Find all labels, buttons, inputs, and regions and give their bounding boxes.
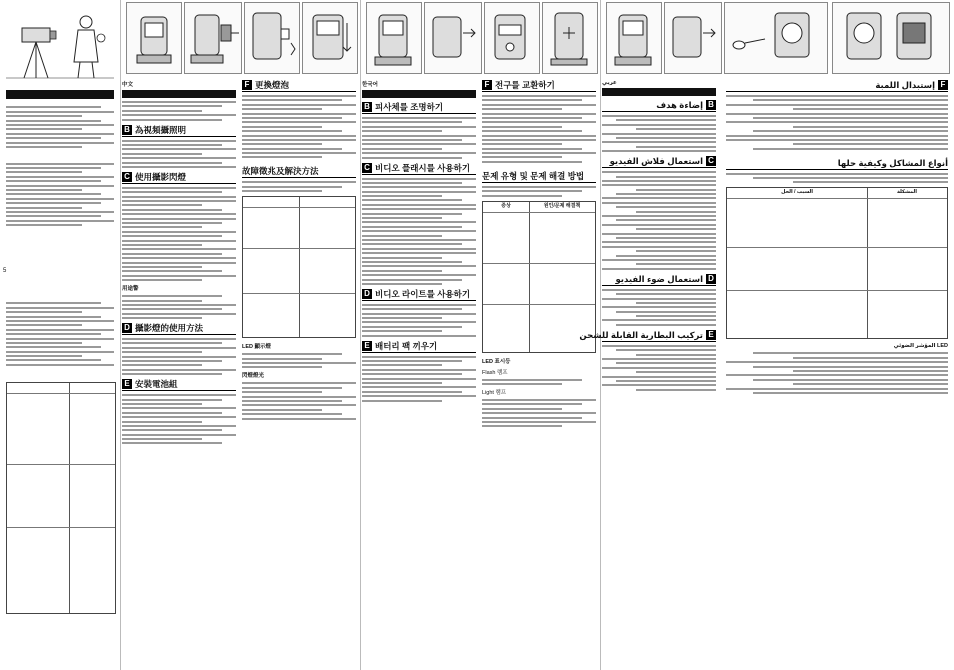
section-title: إستبدال اللمبة xyxy=(875,80,935,90)
flash-unit-illustration-3 xyxy=(244,2,300,74)
left-column-text-2 xyxy=(6,300,114,368)
ko-section-d: D 비디오 라이트를 사용하기 xyxy=(362,289,476,337)
section-title: 更換燈泡 xyxy=(255,80,290,90)
flash-unit-illustration-2 xyxy=(184,2,242,74)
flash-unit-illustration-6 xyxy=(424,2,482,74)
flash-unit-illustration-8 xyxy=(542,2,598,74)
camera-tripod-illustration xyxy=(6,2,114,80)
arabic-panel xyxy=(579,0,952,670)
left-table xyxy=(6,382,116,614)
header-bar xyxy=(122,90,236,98)
zh-section-e: E 安裝電池組 xyxy=(122,379,236,444)
ko-section-c: C 비디오 플래시를 사용하기 xyxy=(362,163,476,285)
flash-unit-illustration-1 xyxy=(126,2,182,74)
troubleshooting-title: 故障徵兆及解決方法 xyxy=(242,166,319,177)
ko-section-e: E 배터리 팩 끼우기 xyxy=(362,341,476,402)
troubleshooting-title: أنواع المشاكل وكيفية حلها xyxy=(837,157,948,168)
lit-label: 閃燈燈光 xyxy=(242,373,265,380)
section-title: 비디오 라이트를 사용하기 xyxy=(375,288,471,299)
header-bar xyxy=(602,88,716,96)
flash-unit-illustration-10 xyxy=(664,2,722,74)
section-title: 전구를 교환하기 xyxy=(495,80,555,90)
section-title: إضاءة هدف xyxy=(656,100,703,110)
flash-unit-illustration-5 xyxy=(366,2,422,74)
section-title: 피사체를 조명하기 xyxy=(375,102,444,112)
zh-section-f: F 更換燈泡 xyxy=(242,80,356,158)
ko-section-f: F 전구를 교환하기 xyxy=(482,80,596,163)
section-title: تركيب البطارية القابلة للشحن xyxy=(579,329,703,340)
zh-section-d: D 攝影燈的使用方法 xyxy=(122,323,236,375)
led-label: LED 顯示燈 xyxy=(242,344,272,351)
section-title: استعمال ضوء الفيديو xyxy=(615,273,703,284)
zh-troubleshooting-table xyxy=(242,196,356,338)
section-title: 為視頻攝照明 xyxy=(135,124,187,135)
ar-section-e: E تركيب البطارية القابلة للشحن xyxy=(602,330,716,391)
ar-section-f: F إستبدال اللمبة xyxy=(726,80,948,150)
table-header: 원인/문제 해결책 xyxy=(543,202,581,209)
ko-troubleshooting xyxy=(482,171,596,197)
chinese-panel xyxy=(122,0,360,670)
flash-unit-illustration-7 xyxy=(484,2,540,74)
flash-lamp-label: Flash 램프 xyxy=(482,369,508,376)
korean-panel xyxy=(362,0,600,670)
left-panel xyxy=(0,0,120,670)
zh-section-b: B 為視頻攝照明 xyxy=(122,125,236,168)
led-display-label: LED 표시등 xyxy=(482,358,511,365)
language-label: 한국어 xyxy=(362,82,378,88)
section-title: 安裝電池組 xyxy=(135,379,178,390)
header-bar xyxy=(362,90,476,98)
ko-section-b: B 피사체를 조명하기 xyxy=(362,102,476,159)
header-bar xyxy=(6,90,114,99)
section-title: 攝影燈的使用方法 xyxy=(135,323,204,334)
ar-section-d: D استعمال ضوء الفيديو xyxy=(602,274,716,326)
page-number: 5 xyxy=(3,268,7,274)
table-header: 증상 xyxy=(501,202,511,209)
zh-troubleshooting xyxy=(242,166,356,192)
ar-section-b: B إضاءة هدف xyxy=(602,100,716,152)
ar-troubleshooting-table xyxy=(726,187,948,339)
panel-divider xyxy=(360,0,361,670)
bulb-replacement-illustration xyxy=(724,2,828,74)
language-label: عربي xyxy=(602,80,617,86)
left-column-text xyxy=(6,104,114,229)
table-header: السبب / الحل xyxy=(781,189,813,196)
section-title: استعمال فلاش الفيديو xyxy=(609,156,703,167)
language-label: 中文 xyxy=(122,82,134,88)
section-title: 배터리 팩 끼우기 xyxy=(375,340,438,351)
flash-unit-illustration-9 xyxy=(606,2,662,74)
troubleshooting-title: 문제 유형 및 문제 해결 방법 xyxy=(482,170,585,181)
zh-section-c: C 使用攝影閃燈 用途警 xyxy=(122,172,236,319)
ar-section-c: C استعمال فلاش الفيديو xyxy=(602,156,716,270)
light-lamp-label: Light 램프 xyxy=(482,390,507,397)
section-title: 비디오 플래시를 사용하기 xyxy=(375,162,471,173)
ar-troubleshooting xyxy=(726,158,948,184)
flash-unit-illustration-11 xyxy=(832,2,950,74)
panel-divider xyxy=(120,0,121,670)
section-title: 使用攝影閃燈 xyxy=(135,171,187,182)
flash-unit-illustration-4 xyxy=(302,2,358,74)
led-label: المؤشر الضوئي LED xyxy=(893,343,948,350)
table-header: المشكلة xyxy=(896,189,917,196)
usable-label: 用途警 xyxy=(122,286,139,293)
